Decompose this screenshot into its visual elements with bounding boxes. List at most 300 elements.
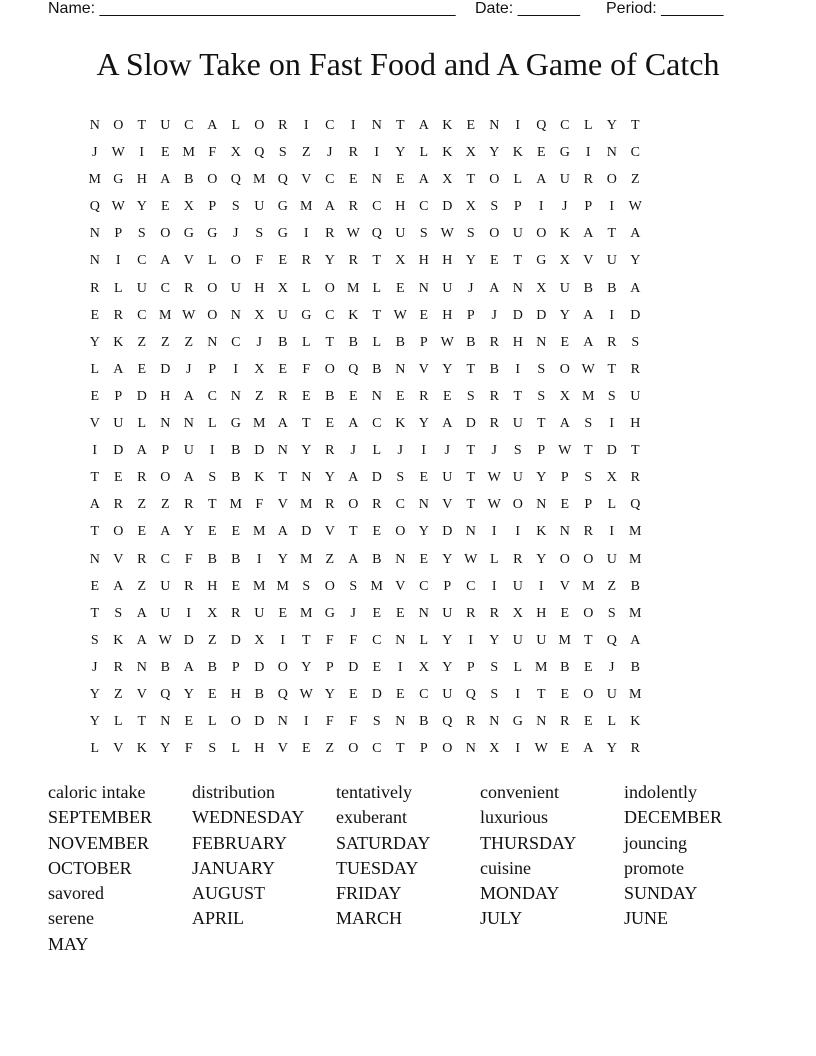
grid-letter: D <box>113 443 124 459</box>
grid-letter: Q <box>630 497 641 513</box>
word-list-item: JUNE <box>624 908 668 929</box>
grid-letter: E <box>466 118 476 133</box>
grid-letter: O <box>559 361 570 377</box>
grid-letter: O <box>489 226 500 242</box>
grid-letter: J <box>350 605 356 621</box>
grid-letter: T <box>513 253 523 269</box>
grid-letter: Y <box>536 551 547 567</box>
grid-letter: E <box>90 307 100 323</box>
grid-letter: T <box>90 524 100 540</box>
grid-letter: A <box>418 172 429 188</box>
grid-letter: I <box>139 145 145 161</box>
grid-letter: T <box>630 443 640 459</box>
grid-letter: M <box>88 172 101 188</box>
grid-letter: J <box>327 145 333 161</box>
grid-letter: V <box>442 497 453 513</box>
grid-letter: Y <box>324 253 335 269</box>
grid-letter: H <box>254 741 265 757</box>
grid-letter: K <box>630 714 641 730</box>
grid-letter: Y <box>324 686 335 702</box>
grid-letter: I <box>491 578 497 594</box>
grid-letter: V <box>113 741 124 757</box>
grid-letter: L <box>113 280 123 296</box>
period-field-label: Period: _______ <box>606 0 724 17</box>
grid-letter: E <box>419 307 429 323</box>
grid-letter: A <box>183 470 194 486</box>
grid-letter: N <box>395 551 406 567</box>
grid-letter: Y <box>89 714 100 730</box>
grid-letter: I <box>515 686 521 702</box>
grid-letter: F <box>255 497 264 513</box>
grid-letter: E <box>348 686 358 702</box>
grid-letter: X <box>442 172 453 188</box>
grid-letter: Q <box>89 199 100 215</box>
grid-letter: T <box>301 632 311 648</box>
word-list-item: jouncing <box>624 832 687 853</box>
grid-letter: I <box>468 632 474 648</box>
word-list-row <box>48 805 798 830</box>
grid-letter: A <box>348 416 359 432</box>
grid-letter: B <box>372 361 382 377</box>
grid-letter: D <box>371 686 382 702</box>
word-list-item: exuberant <box>336 807 407 828</box>
grid-letter: P <box>208 199 217 215</box>
word-list-row <box>48 881 798 906</box>
grid-letter: A <box>277 524 288 540</box>
grid-letter: D <box>606 443 617 459</box>
grid-letter: P <box>419 334 428 350</box>
grid-letter: L <box>583 118 593 133</box>
grid-letter: W <box>558 443 572 459</box>
grid-letter: N <box>536 714 547 730</box>
grid-letter: O <box>536 226 547 242</box>
grid-letter: W <box>440 334 454 350</box>
grid-letter: A <box>183 659 194 675</box>
grid-letter: I <box>209 443 215 459</box>
grid-letter: E <box>419 470 429 486</box>
grid-letter: S <box>490 686 499 702</box>
grid-letter: L <box>137 416 147 432</box>
word-list-row <box>48 932 798 957</box>
word-list-item: NOVEMBER <box>48 832 150 853</box>
grid-letter: U <box>442 280 453 296</box>
grid-letter: G <box>512 714 523 730</box>
grid-letter: Z <box>607 578 617 594</box>
grid-letter: A <box>136 605 147 621</box>
grid-letter: G <box>536 253 547 269</box>
grid-letter: T <box>466 443 476 459</box>
grid-letter: O <box>324 280 335 296</box>
grid-letter: T <box>348 524 358 540</box>
grid-letter: G <box>277 199 288 215</box>
grid-letter: V <box>301 172 312 188</box>
grid-letter: I <box>515 118 521 133</box>
grid-letter: B <box>325 388 335 404</box>
grid-letter: R <box>137 470 147 486</box>
grid-letter: O <box>442 741 453 757</box>
grid-row <box>83 410 742 437</box>
grid-letter: O <box>254 118 265 133</box>
grid-letter: C <box>325 118 335 133</box>
grid-letter: G <box>301 307 312 323</box>
grid-letter: Y <box>559 307 570 323</box>
grid-letter: L <box>419 145 429 161</box>
grid-letter: M <box>253 172 266 188</box>
name-field-label: Name: ________________________________________ <box>48 0 456 17</box>
grid-letter: A <box>324 199 335 215</box>
grid-letter: J <box>92 659 98 675</box>
grid-letter: S <box>631 334 640 350</box>
grid-letter: E <box>348 388 358 404</box>
grid-letter: T <box>137 714 147 730</box>
word-search-grid <box>83 112 742 762</box>
grid-letter: R <box>301 253 311 269</box>
grid-letter: E <box>372 524 382 540</box>
grid-letter: S <box>607 605 616 621</box>
grid-letter: X <box>254 307 265 323</box>
grid-letter: S <box>114 605 123 621</box>
grid-letter: T <box>325 334 335 350</box>
word-list-item: FRIDAY <box>336 883 402 904</box>
grid-letter: N <box>465 524 476 540</box>
grid-letter: X <box>489 741 500 757</box>
grid-letter: D <box>512 307 523 323</box>
grid-letter: O <box>207 280 218 296</box>
grid-letter: R <box>348 253 358 269</box>
grid-letter: U <box>160 605 171 621</box>
grid-letter: E <box>90 388 100 404</box>
grid-letter: P <box>466 307 475 323</box>
grid-letter: S <box>90 632 99 648</box>
grid-letter: B <box>160 659 170 675</box>
grid-letter: B <box>207 551 217 567</box>
grid-letter: S <box>490 199 499 215</box>
word-list-item: AUGUST <box>192 883 266 904</box>
grid-row <box>83 518 742 545</box>
grid-letter: P <box>114 226 123 242</box>
grid-letter: G <box>277 226 288 242</box>
grid-letter: M <box>629 686 642 702</box>
grid-letter: K <box>442 118 453 133</box>
grid-letter: M <box>300 497 313 513</box>
grid-letter: N <box>183 416 194 432</box>
grid-letter: S <box>537 361 546 377</box>
grid-letter: B <box>630 578 640 594</box>
grid-letter: N <box>489 714 500 730</box>
grid-letter: F <box>349 714 358 730</box>
word-list-item: MONDAY <box>480 883 560 904</box>
grid-letter: P <box>537 443 546 459</box>
grid-letter: W <box>628 199 642 215</box>
grid-letter: L <box>90 361 100 377</box>
grid-letter: U <box>254 199 265 215</box>
grid-letter: B <box>560 659 570 675</box>
grid-letter: N <box>301 470 312 486</box>
grid-letter: B <box>395 334 405 350</box>
grid-row <box>83 627 742 654</box>
grid-letter: L <box>207 416 217 432</box>
word-list-item: SATURDAY <box>336 832 431 853</box>
grid-letter: Y <box>301 659 312 675</box>
grid-letter: P <box>584 199 593 215</box>
grid-letter: C <box>184 118 194 133</box>
word-list-item: convenient <box>480 782 559 802</box>
grid-letter: M <box>229 497 242 513</box>
grid-letter: T <box>466 470 476 486</box>
grid-letter: U <box>136 280 147 296</box>
grid-letter: S <box>137 226 146 242</box>
grid-letter: Z <box>160 497 170 513</box>
grid-letter: J <box>468 280 474 296</box>
grid-letter: T <box>583 632 593 648</box>
grid-letter: F <box>325 714 334 730</box>
grid-letter: K <box>442 145 453 161</box>
grid-letter: A <box>160 253 171 269</box>
grid-letter: D <box>254 714 265 730</box>
grid-letter: A <box>160 524 171 540</box>
grid-letter: S <box>302 578 311 594</box>
grid-letter: V <box>183 253 194 269</box>
grid-letter: W <box>346 226 360 242</box>
grid-letter: D <box>465 416 476 432</box>
grid-letter: G <box>230 416 241 432</box>
grid-letter: L <box>607 497 617 513</box>
grid-letter: N <box>371 118 382 133</box>
grid-letter: Z <box>301 145 311 161</box>
grid-letter: L <box>372 280 382 296</box>
grid-letter: M <box>276 578 289 594</box>
grid-letter: R <box>278 388 288 404</box>
grid-letter: N <box>465 741 476 757</box>
grid-letter: W <box>299 686 313 702</box>
grid-letter: U <box>512 470 523 486</box>
grid-letter: A <box>160 172 171 188</box>
grid-letter: T <box>278 470 288 486</box>
grid-letter: D <box>371 470 382 486</box>
grid-letter: R <box>630 741 640 757</box>
date-field-label: Date: _______ <box>475 0 580 17</box>
grid-letter: H <box>230 686 241 702</box>
grid-letter: C <box>419 199 429 215</box>
grid-letter: X <box>395 253 406 269</box>
grid-letter: N <box>136 659 147 675</box>
grid-letter: C <box>372 416 382 432</box>
grid-letter: C <box>560 118 570 133</box>
grid-letter: Y <box>183 524 194 540</box>
grid-letter: R <box>630 361 640 377</box>
grid-letter: J <box>350 443 356 459</box>
word-list-item: SEPTEMBER <box>48 807 153 828</box>
grid-letter: R <box>184 497 194 513</box>
grid-row <box>83 139 742 166</box>
grid-letter: O <box>348 741 359 757</box>
word-list-item: tentatively <box>336 782 412 802</box>
grid-letter: K <box>113 632 124 648</box>
grid-letter: R <box>560 714 570 730</box>
grid-letter: M <box>535 659 548 675</box>
grid-letter: N <box>489 118 500 133</box>
grid-letter: A <box>418 118 429 133</box>
grid-letter: U <box>512 226 523 242</box>
grid-letter: T <box>536 416 546 432</box>
grid-letter: L <box>301 280 311 296</box>
grid-letter: A <box>630 632 641 648</box>
grid-letter: E <box>583 659 593 675</box>
grid-letter: R <box>489 334 499 350</box>
grid-letter: E <box>160 145 170 161</box>
grid-letter: U <box>606 686 617 702</box>
word-list <box>48 780 798 957</box>
grid-letter: M <box>253 524 266 540</box>
grid-letter: V <box>395 578 406 594</box>
grid-letter: Y <box>606 741 617 757</box>
grid-letter: J <box>186 361 192 377</box>
grid-letter: C <box>137 307 147 323</box>
grid-letter: T <box>513 388 523 404</box>
word-list-item: indolently <box>624 782 697 802</box>
grid-letter: R <box>231 605 241 621</box>
grid-letter: E <box>560 686 570 702</box>
grid-letter: I <box>515 741 521 757</box>
grid-letter: E <box>113 470 123 486</box>
grid-letter: W <box>393 307 407 323</box>
grid-letter: W <box>440 226 454 242</box>
grid-letter: D <box>442 524 453 540</box>
grid-letter: M <box>370 578 383 594</box>
word-list-item: WEDNESDAY <box>192 807 305 828</box>
grid-letter: O <box>207 172 218 188</box>
grid-letter: K <box>559 226 570 242</box>
grid-letter: Y <box>160 741 171 757</box>
word-list-row <box>48 906 798 931</box>
grid-letter: E <box>372 605 382 621</box>
grid-letter: V <box>559 578 570 594</box>
grid-letter: J <box>444 443 450 459</box>
grid-letter: Y <box>442 551 453 567</box>
grid-letter: Z <box>325 741 335 757</box>
page-title: A Slow Take on Fast Food and A Game of Catch <box>96 46 720 82</box>
grid-letter: A <box>136 443 147 459</box>
grid-letter: L <box>419 632 429 648</box>
grid-letter: L <box>207 714 217 730</box>
grid-letter: U <box>606 253 617 269</box>
grid-letter: Y <box>606 118 617 133</box>
grid-letter: P <box>208 361 217 377</box>
grid-letter: M <box>582 388 595 404</box>
grid-letter: L <box>607 714 617 730</box>
grid-letter: A <box>113 361 124 377</box>
grid-letter: Y <box>442 361 453 377</box>
grid-letter: T <box>607 226 617 242</box>
grid-letter: A <box>89 497 100 513</box>
grid-letter: E <box>90 578 100 594</box>
grid-letter: Y <box>489 145 500 161</box>
grid-letter: A <box>630 226 641 242</box>
grid-letter: M <box>182 145 195 161</box>
grid-row <box>83 247 742 274</box>
grid-letter: M <box>629 551 642 567</box>
grid-letter: E <box>184 714 194 730</box>
grid-row <box>83 329 742 356</box>
grid-letter: A <box>136 632 147 648</box>
grid-letter: T <box>137 118 147 133</box>
grid-letter: J <box>233 226 239 242</box>
grid-letter: W <box>487 470 501 486</box>
grid-letter: Z <box>630 172 640 188</box>
grid-letter: D <box>254 659 265 675</box>
grid-row <box>83 112 742 139</box>
grid-letter: N <box>160 714 171 730</box>
grid-letter: E <box>207 524 217 540</box>
grid-letter: Q <box>277 172 288 188</box>
grid-letter: O <box>277 659 288 675</box>
grid-letter: S <box>466 226 475 242</box>
grid-letter: L <box>301 334 311 350</box>
grid-letter: M <box>629 605 642 621</box>
grid-letter: O <box>324 578 335 594</box>
grid-letter: L <box>513 172 523 188</box>
grid-letter: S <box>584 470 593 486</box>
grid-letter: V <box>113 551 124 567</box>
grid-letter: E <box>395 280 405 296</box>
grid-letter: U <box>113 416 124 432</box>
grid-letter: Y <box>489 632 500 648</box>
grid-letter: Y <box>89 334 100 350</box>
grid-letter: V <box>324 524 335 540</box>
grid-letter: X <box>207 605 218 621</box>
grid-letter: Y <box>136 199 147 215</box>
grid-letter: M <box>300 551 313 567</box>
grid-letter: R <box>630 470 640 486</box>
grid-letter: H <box>418 253 429 269</box>
grid-letter: R <box>489 416 499 432</box>
grid-letter: S <box>278 145 287 161</box>
grid-letter: E <box>395 172 405 188</box>
grid-letter: J <box>397 443 403 459</box>
grid-letter: Z <box>137 497 147 513</box>
grid-letter: R <box>325 443 335 459</box>
grid-letter: I <box>609 524 615 540</box>
grid-letter: S <box>208 741 217 757</box>
grid-letter: S <box>396 470 405 486</box>
grid-letter: B <box>231 551 241 567</box>
grid-letter: Q <box>442 714 453 730</box>
grid-letter: N <box>160 416 171 432</box>
grid-letter: N <box>395 632 406 648</box>
grid-letter: X <box>418 659 429 675</box>
grid-letter: U <box>559 172 570 188</box>
grid-letter: H <box>136 172 147 188</box>
grid-row <box>83 600 742 627</box>
grid-letter: T <box>466 361 476 377</box>
grid-letter: I <box>609 199 615 215</box>
grid-letter: K <box>512 145 523 161</box>
grid-letter: J <box>562 199 568 215</box>
grid-letter: D <box>183 632 194 648</box>
word-list-row <box>48 780 798 805</box>
grid-letter: B <box>466 334 476 350</box>
grid-letter: I <box>303 118 309 133</box>
grid-row <box>83 437 742 464</box>
grid-letter: K <box>136 741 147 757</box>
grid-letter: I <box>280 632 286 648</box>
grid-row <box>83 383 742 410</box>
grid-letter: I <box>585 145 591 161</box>
grid-letter: B <box>489 361 499 377</box>
grid-letter: A <box>630 280 641 296</box>
grid-letter: R <box>466 605 476 621</box>
word-list-item: APRIL <box>192 908 245 929</box>
